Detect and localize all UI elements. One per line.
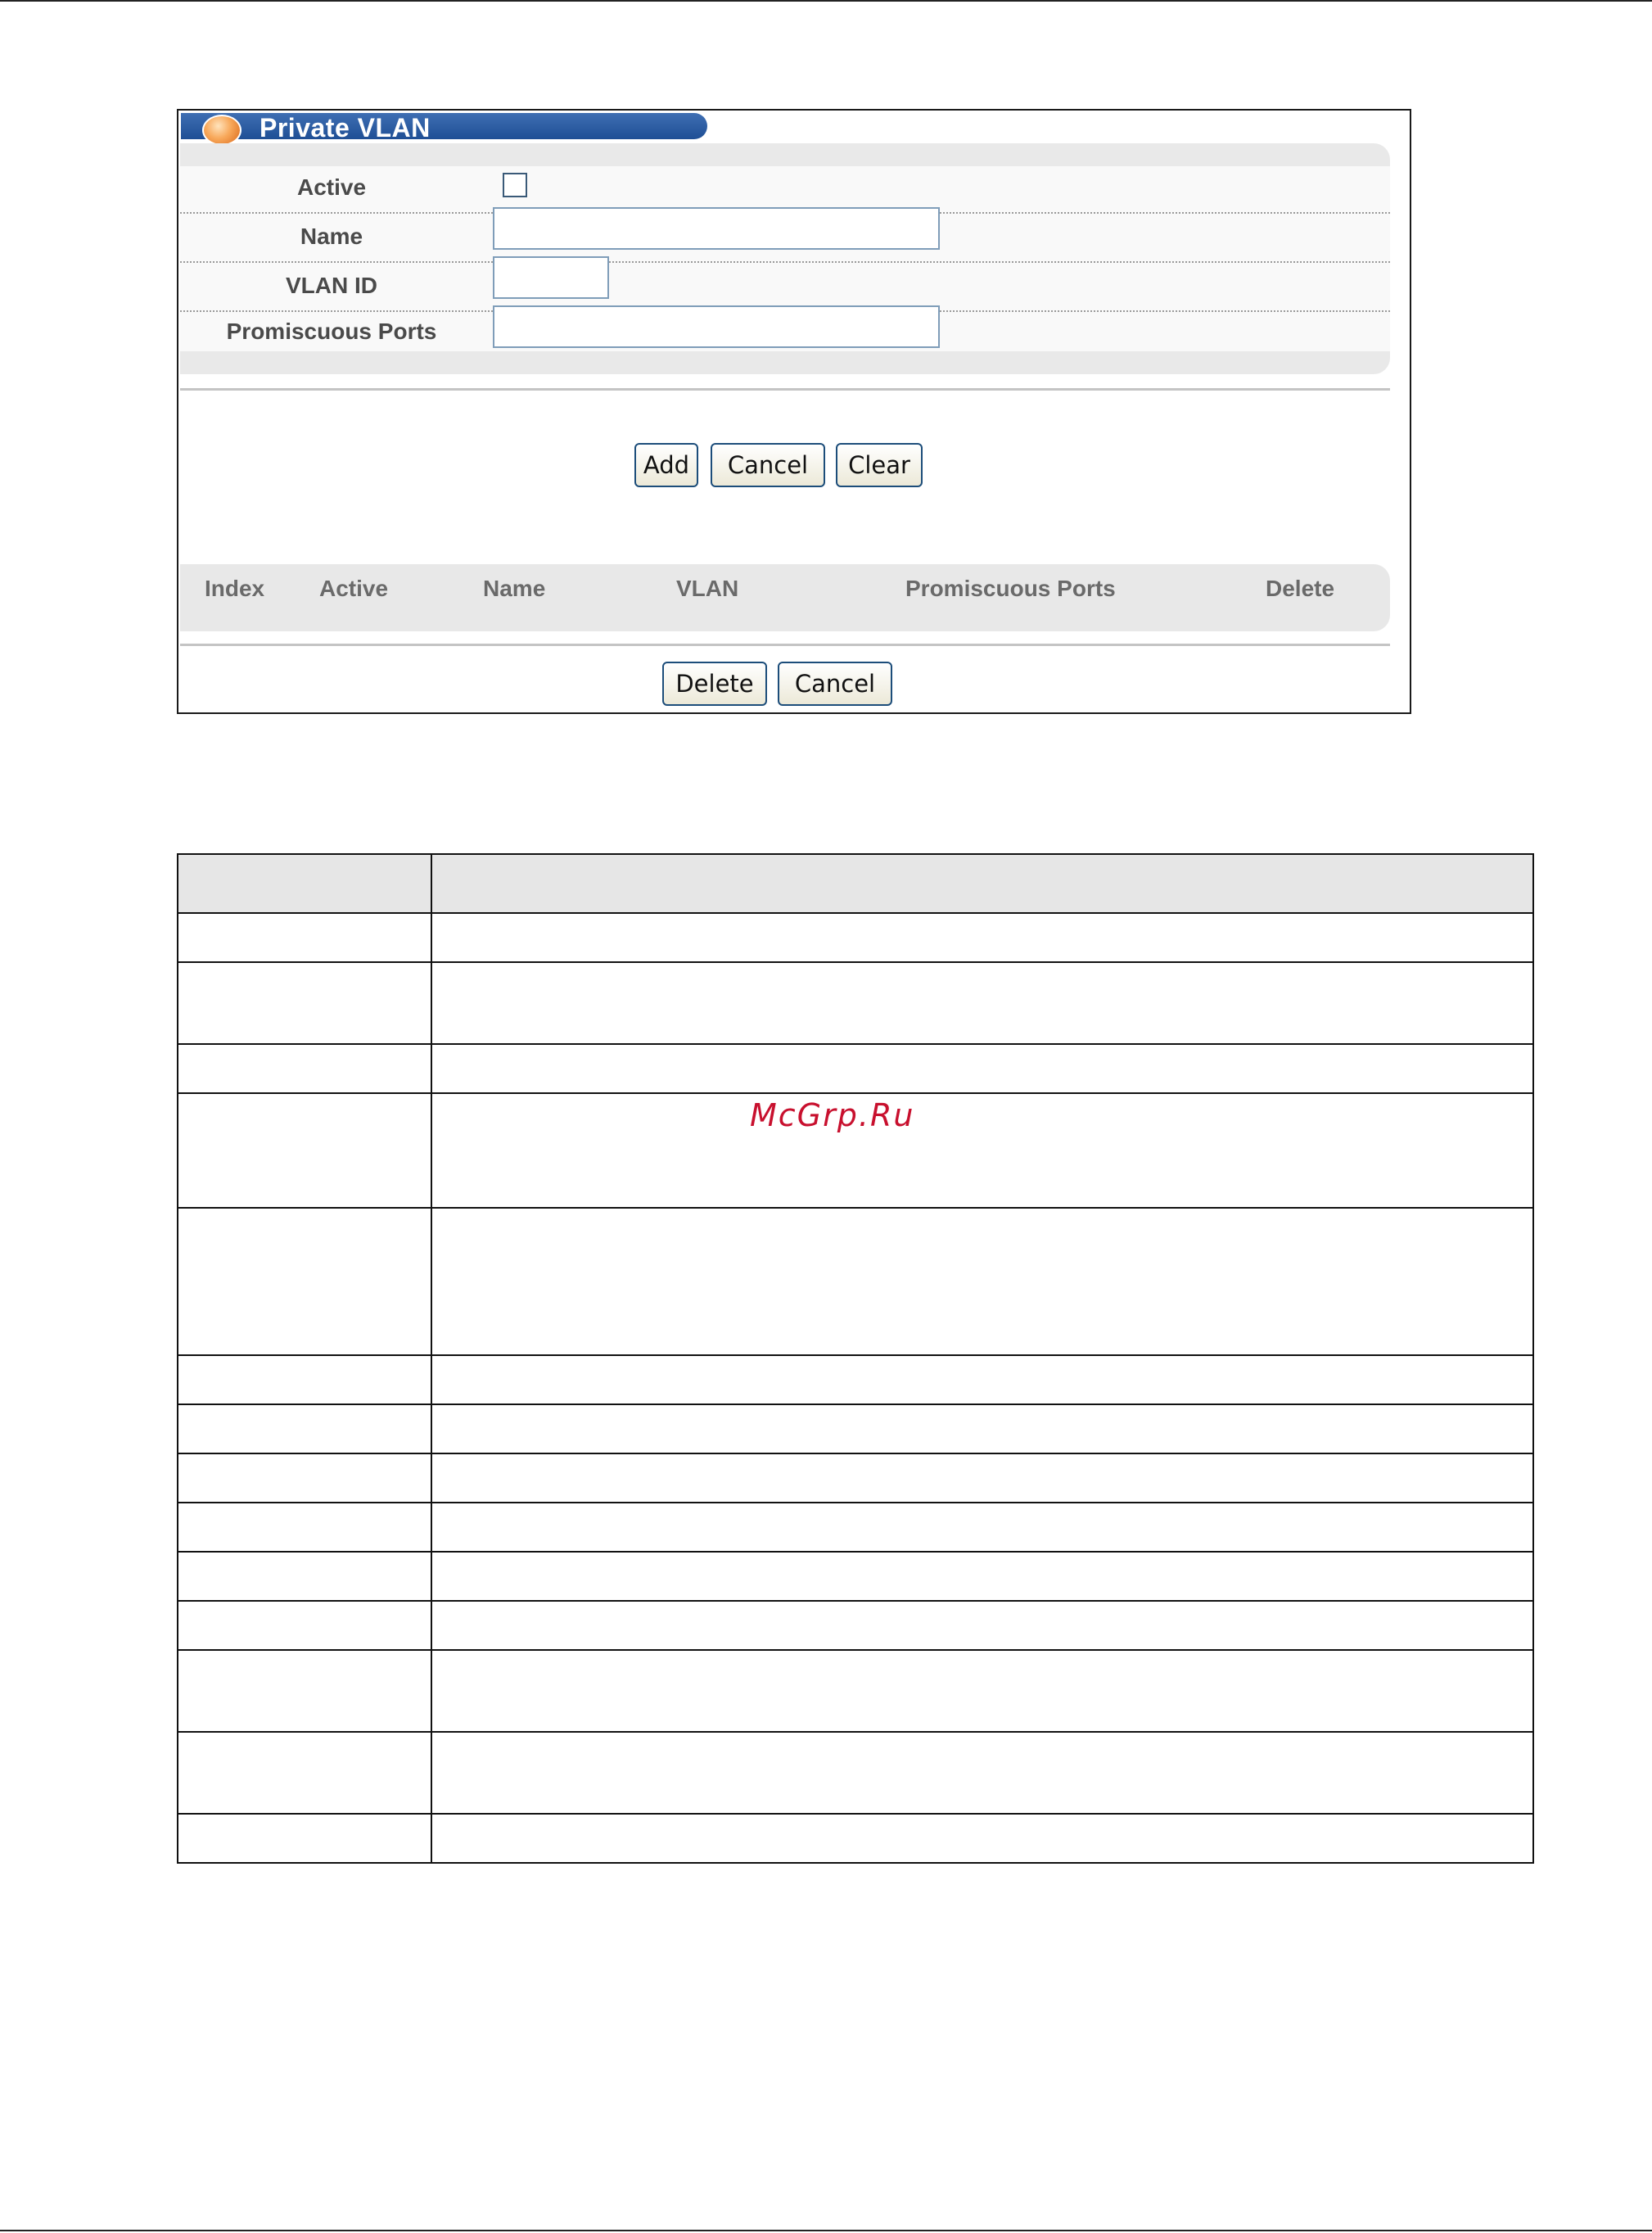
bottom-rule: [0, 2230, 1652, 2231]
title-tab: [181, 113, 707, 142]
delete-button[interactable]: Delete: [662, 662, 767, 706]
watermark: McGrp.Ru: [750, 1097, 915, 1133]
page-title: Private VLAN: [260, 113, 431, 142]
table-row: [178, 1651, 1532, 1733]
header-promiscuous-ports: Promiscuous Ports: [905, 576, 1116, 601]
divider-bottom: [180, 644, 1390, 646]
table-row: [178, 1733, 1532, 1815]
header-delete: Delete: [1266, 576, 1335, 601]
active-checkbox[interactable]: [503, 173, 527, 197]
vlan-id-input[interactable]: [493, 256, 609, 299]
table-row: [178, 1045, 1532, 1094]
clear-button[interactable]: Clear: [836, 443, 923, 487]
table-row: [178, 1405, 1532, 1454]
form-row-vlan-id: [180, 263, 1390, 312]
table-row: [178, 1602, 1532, 1651]
promiscuous-ports-input[interactable]: [493, 305, 940, 348]
promiscuous-ports-label: Promiscuous Ports: [226, 319, 437, 344]
header-name: Name: [483, 576, 546, 601]
divider: [180, 388, 1390, 391]
table-row: [178, 1356, 1532, 1405]
active-label: Active: [296, 174, 367, 200]
table-row: [178, 914, 1532, 963]
table-row: [178, 1209, 1532, 1356]
table-row: [178, 1815, 1532, 1862]
table-header: [178, 855, 1532, 914]
table-row: [178, 1454, 1532, 1503]
vlan-id-label: VLAN ID: [286, 273, 377, 298]
name-label: Name: [300, 224, 363, 249]
cancel-button[interactable]: Cancel: [711, 443, 825, 487]
header-vlan: VLAN: [676, 576, 739, 601]
table-row: [178, 963, 1532, 1045]
table-column-divider: [431, 855, 432, 1862]
orb-icon: [202, 115, 241, 146]
top-rule: [0, 0, 1652, 2]
table-row: [178, 1553, 1532, 1602]
name-input[interactable]: [493, 207, 940, 250]
description-table: [177, 853, 1534, 1864]
table-row: [178, 1503, 1532, 1553]
private-vlan-panel: [177, 109, 1411, 714]
header-index: Index: [205, 576, 265, 601]
header-active: Active: [319, 576, 389, 601]
add-button[interactable]: Add: [634, 443, 698, 487]
cancel-button-bottom[interactable]: Cancel: [778, 662, 892, 706]
